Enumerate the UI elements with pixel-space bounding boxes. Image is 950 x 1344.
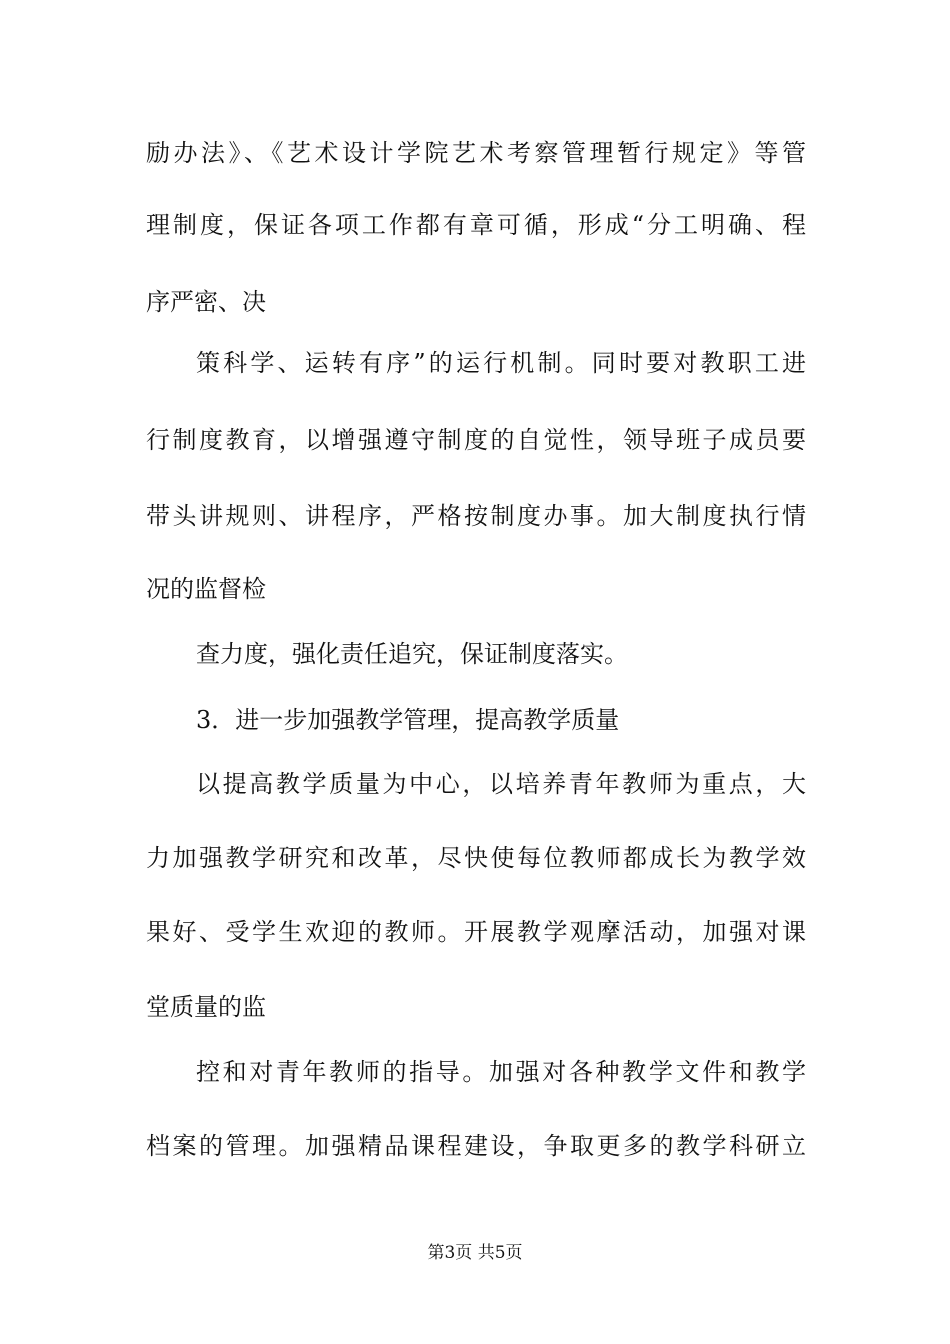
section-heading-3: 3．进一步加强教学管理，提高教学质量 — [196, 706, 620, 734]
body-line-13: 堂质量的监 — [146, 993, 266, 1021]
body-line-15: 档案的管理。加强精品课程建设，争取更多的教学科研立 — [146, 1132, 806, 1160]
body-line-12: 果好、受学生欢迎的教师。开展教学观摩活动，加强对课 — [146, 918, 806, 946]
body-line-14: 控和对青年教师的指导。加强对各种教学文件和教学 — [196, 1058, 806, 1086]
body-line-11: 力加强教学研究和改革，尽快使每位教师都成长为教学效 — [146, 844, 806, 872]
body-line-3: 序严密、决 — [146, 288, 266, 316]
body-line-1: 励办法》、《艺术设计学院艺术考察管理暂行规定》等管 — [146, 139, 806, 167]
body-line-5: 行制度教育，以增强遵守制度的自觉性，领导班子成员要 — [146, 426, 806, 454]
body-line-7: 况的监督检 — [146, 575, 266, 603]
body-line-4: 策科学、运转有序”的运行机制。同时要对教职工进 — [196, 349, 806, 377]
body-line-10: 以提高教学质量为中心，以培养青年教师为重点，大 — [196, 770, 806, 798]
body-line-6: 带头讲规则、讲程序，严格按制度办事。加大制度执行情 — [146, 502, 806, 530]
page-footer: 第3页 共5页 — [427, 1243, 523, 1263]
body-line-2: 理制度，保证各项工作都有章可循，形成“分工明确、程 — [146, 211, 806, 239]
body-line-8: 查力度，强化责任追究，保证制度落实。 — [196, 640, 628, 668]
